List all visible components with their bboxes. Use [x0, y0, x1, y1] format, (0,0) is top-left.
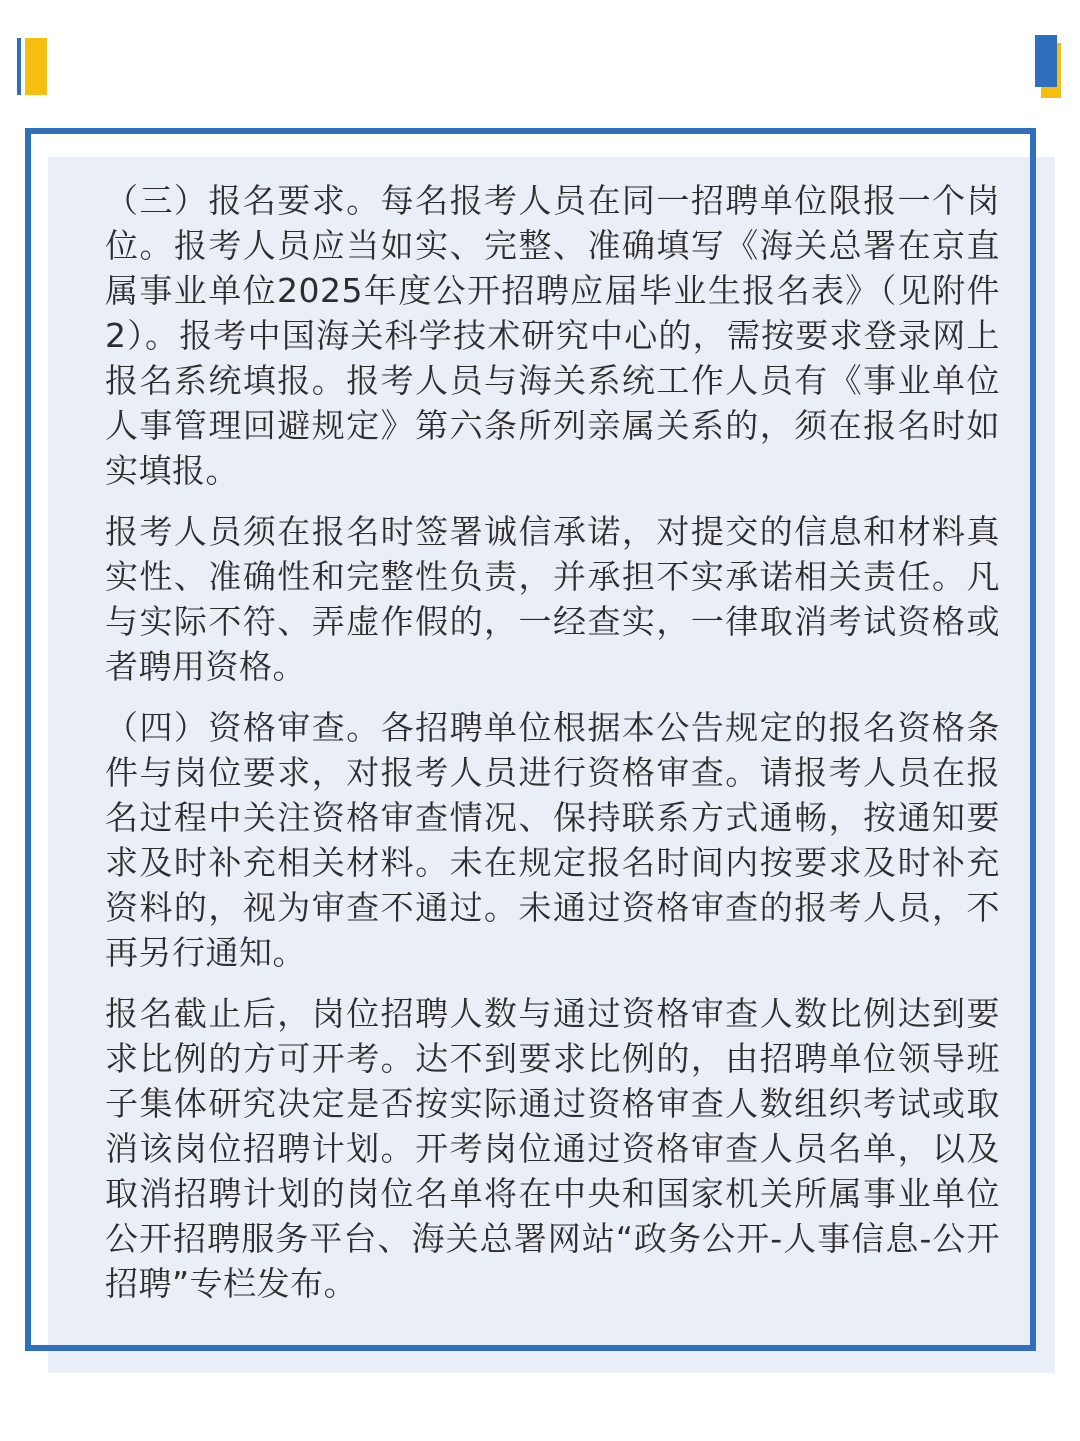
paragraph-registration-requirements: （三）报名要求。每名报考人员在同一招聘单位限报一个岗位。报考人员应当如实、完整、准确填写《海关总署在京直属事业单位2025年度公开招聘应届毕业生报名表》（见附件2）。报考中国海关科学技术研究中心的，需按要求登录网上报名系统填报。报考人员与海关系统工作人员有《事业单位人事管理回避规定》第六条所列亲属关系的，须在报名时如实填报。 [105, 181, 1000, 490]
paragraph-integrity-commitment: 报考人员须在报名时签署诚信承诺，对提交的信息和材料真实性、准确性和完整性负责，并承担不实承诺相关责任。凡与实际不符、弄虚作假的，一经查实，一律取消考试资格或者聘用资格。 [105, 512, 1000, 686]
paragraph-exam-ratio: 报名截止后，岗位招聘人数与通过资格审查人数比例达到要求比例的方可开考。达不到要求比例的，由招聘单位领导班子集体研究决定是否按实际通过资格审查人数组织考试或取消该岗位招聘计划。开考岗位通过资格审查人员名单，以及取消招聘计划的岗位名单将在中央和国家机关所属事业单位公开招聘服务平台、海关总署网站“政务公开-人事信息-公开招聘”专栏发布。 [105, 994, 1000, 1303]
left-accent-block [25, 38, 47, 95]
left-accent-line [17, 38, 21, 95]
right-accent-blue [1035, 35, 1057, 87]
paragraph-qualification-review: （四）资格审查。各招聘单位根据本公告规定的报名资格条件与岗位要求，对报考人员进行资格审查。请报考人员在报名过程中关注资格审查情况、保持联系方式通畅，按通知要求及时补充相关材料。未在规定报名时间内按要求及时补充资料的，视为审查不通过。未通过资格审查的报考人员，不再另行通知。 [105, 708, 1000, 972]
article-body [105, 178, 1000, 1306]
